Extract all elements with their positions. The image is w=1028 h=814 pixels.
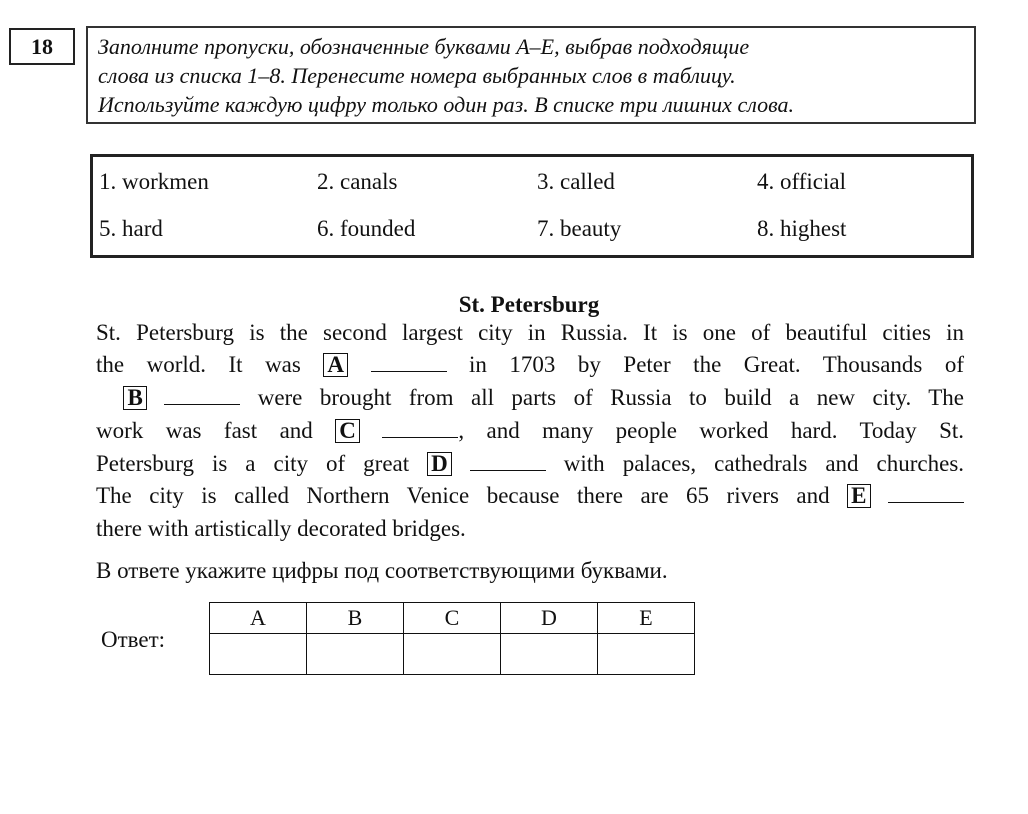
task-instruction bbox=[86, 26, 976, 124]
text-line-4-end: , and many people worked hard. Today St. bbox=[458, 418, 965, 443]
text-title: St. Petersburg bbox=[458, 292, 600, 317]
text-line-5-start: Petersburg is a city of great bbox=[96, 451, 410, 476]
word-option-4: 4. official bbox=[757, 169, 846, 194]
word-option-6: 6. founded bbox=[317, 216, 416, 241]
text-line-1: St. Petersburg is the second largest city in Russia. It is one of beautiful cities in bbox=[96, 320, 964, 345]
gap-label-b: B bbox=[123, 386, 146, 410]
gap-a-blank[interactable] bbox=[371, 353, 447, 372]
text-line-4 bbox=[96, 418, 964, 444]
answer-cell-e[interactable] bbox=[598, 634, 695, 675]
gap-c-blank[interactable] bbox=[382, 419, 458, 438]
word-option-8: 8. highest bbox=[757, 216, 847, 241]
answer-cell-a[interactable] bbox=[210, 634, 307, 675]
answer-cell-d[interactable] bbox=[501, 634, 598, 675]
word-option-1: 1. workmen bbox=[99, 169, 209, 194]
task-number: 18 bbox=[9, 28, 75, 65]
answer-header-d: D bbox=[501, 603, 598, 634]
instruction-line-1: Заполните пропуски, обозначенные буквами A–E, выбрав подходящие bbox=[98, 34, 750, 59]
text-line-2-end: in 1703 by Peter the Great. Thousands of bbox=[469, 352, 965, 377]
text-line-3-end: were brought from all parts of Russia to build a new city. The bbox=[257, 385, 965, 410]
answer-header-b: B bbox=[307, 603, 404, 634]
instruction-line-2: слова из списка 1–8. Перенесите номера выбранных слов в таблицу. bbox=[98, 63, 736, 88]
text-line-4-start: work was fast and bbox=[96, 418, 313, 443]
text-line-6 bbox=[96, 483, 964, 509]
answer-header-e: E bbox=[598, 603, 695, 634]
text-line-5-end: with palaces, cathedrals and churches. bbox=[563, 451, 965, 476]
gap-b-blank[interactable] bbox=[164, 386, 240, 405]
word-option-2: 2. canals bbox=[317, 169, 398, 194]
answer-prompt: В ответе укажите цифры под соответствующими буквами. bbox=[96, 558, 668, 583]
instruction-line-3: Используйте каждую цифру только один раз. В списке три лишних слова. bbox=[98, 92, 794, 117]
gap-label-e: E bbox=[847, 484, 870, 508]
word-option-5: 5. hard bbox=[99, 216, 163, 241]
gap-label-c: C bbox=[335, 419, 360, 443]
gap-label-a: A bbox=[323, 353, 348, 377]
gap-d-blank[interactable] bbox=[470, 452, 546, 471]
text-line-6-start: The city is called Northern Venice because there are 65 rivers and bbox=[96, 483, 830, 508]
answer-header-a: A bbox=[210, 603, 307, 634]
word-option-3: 3. called bbox=[537, 169, 615, 194]
text-line-2 bbox=[96, 352, 964, 378]
answer-table bbox=[209, 602, 695, 675]
word-option-7: 7. beauty bbox=[537, 216, 622, 241]
text-line-7: there with artistically decorated bridges. bbox=[96, 516, 466, 541]
gap-label-d: D bbox=[427, 452, 452, 476]
answer-cell-b[interactable] bbox=[307, 634, 404, 675]
answer-header-c: C bbox=[404, 603, 501, 634]
gap-e-blank[interactable] bbox=[888, 484, 964, 503]
answer-cell-c[interactable] bbox=[404, 634, 501, 675]
text-line-5 bbox=[96, 451, 964, 477]
answer-label: Ответ: bbox=[101, 627, 166, 652]
word-list-box bbox=[90, 154, 974, 258]
text-line-3 bbox=[96, 385, 964, 411]
text-line-2-start: the world. It was bbox=[96, 352, 301, 377]
